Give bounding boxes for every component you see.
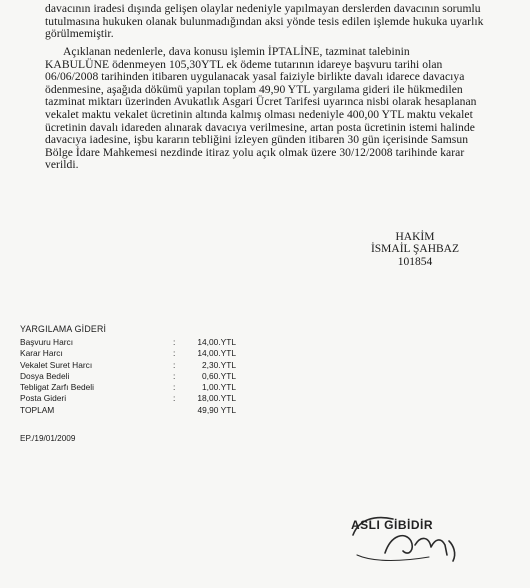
paragraph-1-line: tutulmasına hukuken olanak bulunmadığından aksi yönde tesis edilen işlemde hukuka uyarlık xyxy=(45,14,484,28)
judge-signature-block xyxy=(355,231,475,268)
paragraph-2-line: Açıklanan nedenlerle, dava konusu işlemin İPTALİNE, tazminat talebinin xyxy=(63,45,410,58)
cost-colon: : xyxy=(173,370,176,381)
asli-gibidir-stamp xyxy=(345,505,465,565)
cost-value: 0,60.YTL xyxy=(202,370,236,381)
cost-total-label: TOPLAM xyxy=(20,404,55,415)
judge-name: İSMAİL ŞAHBAZ xyxy=(370,243,460,256)
paragraph-2-line: ödenmesine, aşağıda dökümü yapılan toplam 49,90 YTL yargılama gideri ile hükmedilen xyxy=(45,82,463,96)
paragraph-2-line: ücretinin davalı idareden alınarak davacıya verilmesine, artan posta ücretinin istemi halinde xyxy=(45,120,475,134)
cost-total-value: 49,90 YTL xyxy=(197,404,236,415)
paragraph-2-line: tazminat miktarı üzerinden Avukatlık Asgari Ücret Tarifesi uyarınca nisbi olarak hesaplanan xyxy=(45,95,477,109)
cost-value: 14,00.YTL xyxy=(197,337,236,347)
cost-colon: : xyxy=(173,359,176,370)
cost-label: Posta Gideri xyxy=(20,393,67,404)
cost-row xyxy=(20,393,280,404)
cost-colon: : xyxy=(173,393,176,404)
paragraph-2-line: KABULÜNE ödenmeyen 105,30YTL ek ödeme tutarının idareye başvuru tarihi olan xyxy=(45,57,443,71)
paragraph-2-line: verildi. xyxy=(45,158,79,172)
cost-label: Vekalet Suret Harcı xyxy=(20,359,93,370)
costs-table xyxy=(20,324,280,416)
cost-row xyxy=(20,337,280,348)
paragraph-2-line: vekalet maktu vekalet ücretinin altında kalmış olması nedeniyle 400,00 YTL maktu vekalet xyxy=(45,107,473,121)
stamp-text: ASLI GİBİDİR xyxy=(351,518,434,532)
cost-label: Karar Harcı xyxy=(20,348,63,359)
costs-title: YARGILAMA GİDERİ xyxy=(20,324,107,334)
paragraph-1 xyxy=(45,3,507,41)
cost-row xyxy=(20,371,280,382)
judge-title: HAKİM xyxy=(395,231,435,243)
cost-row xyxy=(20,360,280,371)
paragraph-2-line: 06/06/2008 tarihinden itibaren uygulanacak yasal faiziyle birlikte davalı idarece davacıya xyxy=(45,70,465,84)
cost-value: 14,00.YTL xyxy=(197,348,236,359)
paragraph-2 xyxy=(45,46,507,172)
paragraph-1-line: görülmemiştir. xyxy=(45,27,114,41)
cost-value: 1,00.YTL xyxy=(202,382,236,393)
cost-colon: : xyxy=(173,348,176,359)
paragraph-2-line: davacıya iadesine, işbu kararın tebliğini izleyen günden itibaren 30 gün içerisinde Samsun xyxy=(45,133,469,147)
cost-value: 18,00.YTL xyxy=(197,393,236,404)
judge-number: 101854 xyxy=(397,255,433,268)
cost-value: 2,30.YTL xyxy=(202,359,236,370)
footer-code: EP./19/01/2009 xyxy=(20,434,76,443)
cost-label: Başvuru Harcı xyxy=(20,337,74,347)
cost-label: Tebligat Zarfı Bedeli xyxy=(20,382,95,393)
cost-total-row xyxy=(20,405,280,416)
cost-row xyxy=(20,348,280,359)
cost-label: Dosya Bedeli xyxy=(20,370,70,381)
paragraph-2-line: Bölge İdare Mahkemesi nezdinde itiraz yolu açık olmak üzere 30/12/2008 tarihinde karar xyxy=(45,145,465,159)
cost-row xyxy=(20,382,280,393)
cost-colon: : xyxy=(173,337,176,347)
paragraph-1-line: davacının iradesi dışında gelişen olaylar nedeniyle yapılmayan derslerden davacının sorumlu xyxy=(45,2,481,15)
cost-colon: : xyxy=(173,382,176,393)
